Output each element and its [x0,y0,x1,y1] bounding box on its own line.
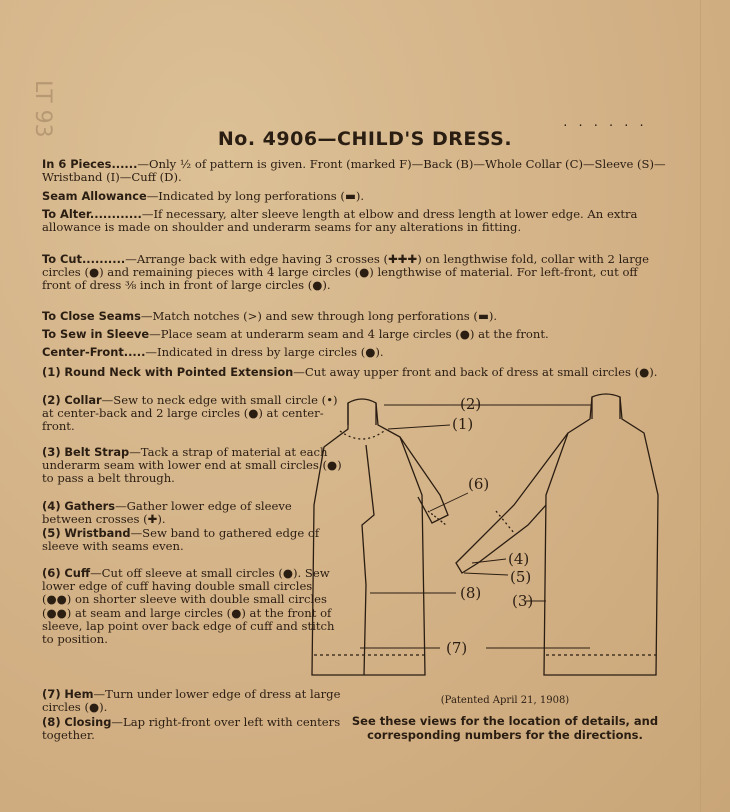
center-front-text: —Indicated in dress by large circles (●). [145,345,384,359]
leader-line-1 [388,425,450,429]
to-alter-text: —If necessary, alter sleeve length at elbow and dress length at lower edge. An extra allowance is made on shoulder and underarm seams for any alterations in fitting. [42,207,638,235]
to-alter-line [42,208,670,234]
seam-allowance-line [42,190,670,203]
center-front-line [42,346,670,359]
leader-line-6 [430,493,468,511]
step-5 [42,527,342,553]
drawing-label-5: (5) [510,568,532,586]
page-title: No. 4906—CHILD'S DRESS. [217,128,513,150]
step-3 [42,446,342,486]
step-1 [42,366,670,379]
back-view-drawing [456,394,658,675]
step-number: (8) [42,715,61,729]
step-text: —Lap right-front over left with centers together. [42,715,341,743]
to-sew-sleeve-line [42,328,670,341]
step-label: Gathers [64,499,116,513]
to-sew-sleeve-text: —Place seam at underarm seam and 4 large circles (●) at the front. [149,327,549,341]
drawing-label-4: (4) [508,550,530,568]
step-4 [42,500,342,526]
drawing-label-3: (3) [512,592,534,610]
step-label: Cuff [64,566,91,580]
step-number: (2) [42,393,61,407]
to-close-seams-label: To Close Seams [42,309,141,323]
step-text: —Tack a strap of material at each underarm seam with lower end at small circles (●) to pass a belt through. [42,445,342,486]
drawing-label-7: (7) [446,639,468,657]
leader-line-5 [464,573,508,575]
drawing-label-1: (1) [452,415,474,433]
dress-illustration [300,385,680,690]
step-label: Belt Strap [64,445,130,459]
step-number: (3) [42,445,61,459]
seam-allowance-text: —Indicated by long perforations (▬). [146,189,365,203]
step-text: —Gather lower edge of sleeve between crosses (✚). [42,499,292,527]
step-label: Collar [64,393,102,407]
step-6 [42,567,342,646]
step-label: Hem [64,687,94,701]
patent-note: (Patented April 21, 1908) [440,695,570,706]
drawing-caption: See these views for the location of details, and corresponding numbers for the directions. [351,714,659,742]
to-cut-line [42,253,670,293]
to-close-seams-line [42,310,670,323]
leader-line-4 [472,559,506,563]
to-alter-label: To Alter............ [42,207,142,221]
drawing-label-2: (2) [460,395,482,413]
step-label: Wristband [64,526,131,540]
to-cut-label: To Cut.......... [42,252,126,266]
pieces-text: —Only ½ of pattern is given. Front (marked F)—Back (B)—Whole Collar (C)—Sleeve (S)—Wristband (I)—Cuff (D). [42,157,666,185]
step-text: —Cut away upper front and back of dress at small circles (●). [293,365,658,379]
stamp-mark [16,60,56,170]
step-number: (6) [42,566,61,580]
to-sew-sleeve-label: To Sew in Sleeve [42,327,150,341]
drawing-label-8: (8) [460,584,482,602]
step-number: (1) [42,365,61,379]
step-text: —Cut off sleeve at small circles (●). Sew lower edge of cuff having double small circles (●●) on shorter sleeve with double small circles (●●) at seam and large circles (●) at the front of sleeve, lap point over back edge of cuff and stitch to position. [42,566,335,647]
stamp-text: LT 93 [30,80,55,138]
pieces-line [42,158,670,184]
step-7 [42,688,342,714]
step-8 [42,716,342,742]
to-cut-text: —Arrange back with edge having 3 crosses (✚✚✚) on lengthwise fold, collar with 2 large circles (●) and remaining pieces with 4 large circles (●) lengthwise of material. For left-front, cut off front of dress ⅜ inch in front of large circles (●). [42,252,650,293]
drawing-label-6: (6) [468,475,490,493]
step-label: Closing [64,715,112,729]
pieces-label: In 6 Pieces...... [42,157,138,171]
center-front-label: Center-Front..... [42,345,146,359]
step-text: —Sew to neck edge with small circle (•) at center-back and 2 large circles (●) at center-front. [42,393,338,434]
step-number: (7) [42,687,61,701]
step-text: —Turn under lower edge of dress at large circles (●). [42,687,341,715]
front-view-drawing [312,399,448,675]
paper-fold-line [700,0,701,812]
step-text: —Sew band to gathered edge of sleeve with seams even. [42,526,320,554]
step-number: (4) [42,499,61,513]
step-2 [42,394,342,434]
to-close-seams-text: —Match notches (>) and sew through long perforations (▬). [140,309,498,323]
seam-allowance-label: Seam Allowance [42,189,147,203]
step-number: (5) [42,526,61,540]
corner-marks: · · · · · · [562,119,646,132]
step-label: Round Neck with Pointed Extension [64,365,294,379]
